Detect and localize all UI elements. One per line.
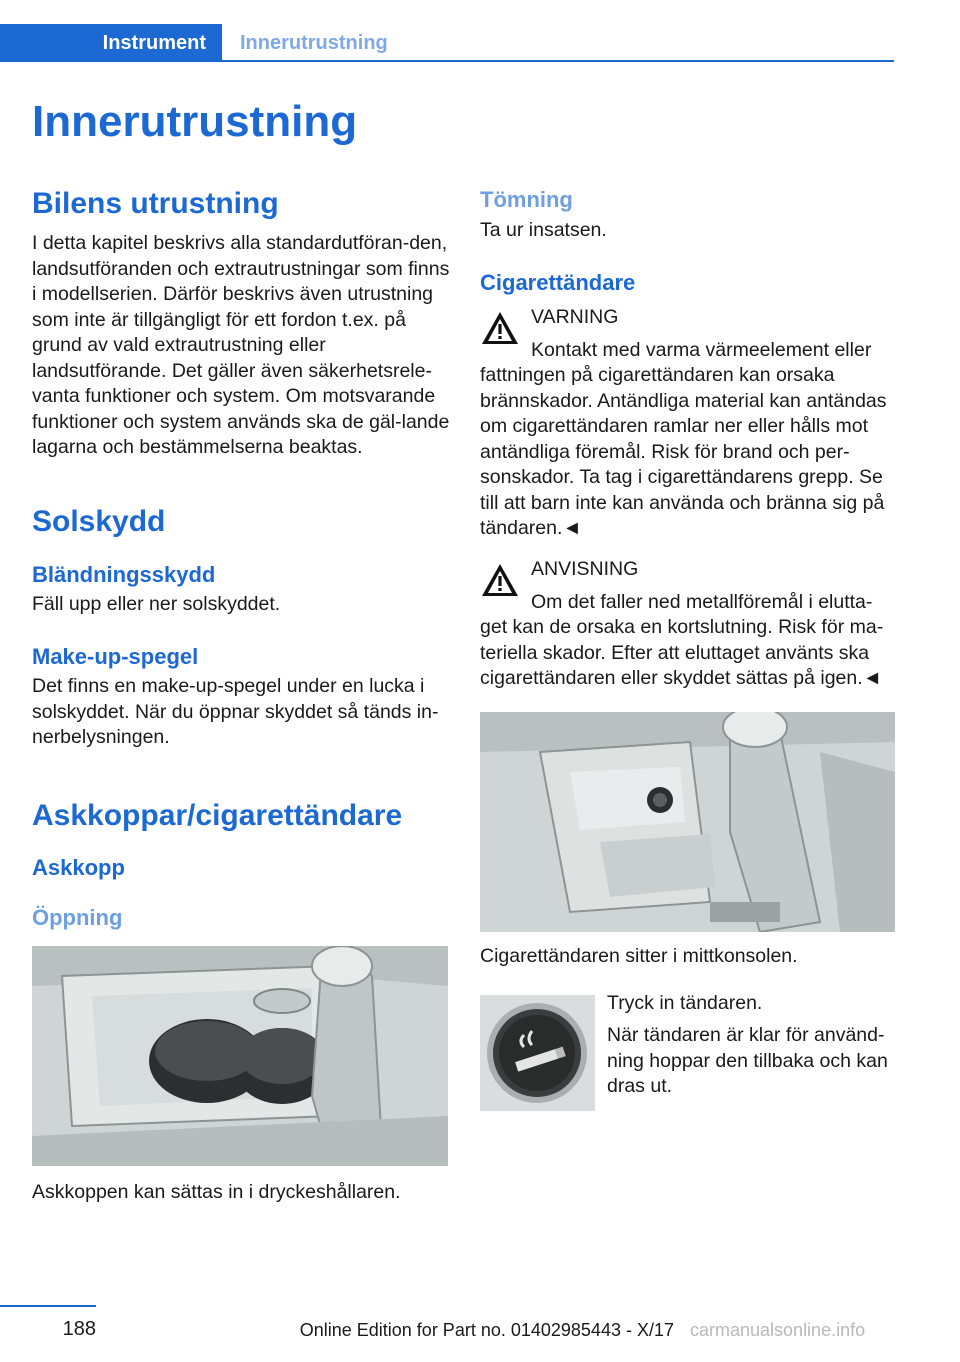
step-lighter-ready: När tändaren är klar för använd-ning hoppar den tillbaka och kan dras ut. [607, 1024, 888, 1097]
section-body-bilens-utrustning: I detta kapitel beskrivs alla standardutföran-den, landsutföranden och extrautrustningar som finns i modellserien. Därför beskrivs även utrustning som inte är tillgängligt för ett fordon t.ex. på grund av vald extrautrustning eller landsutförande. Det gäller även säkerhetsrele-vanta funktioner och system. Om motsvarande funktioner och system används ska de gäl-lande lagarna och bestämmelserna beaktas. [32, 232, 450, 458]
subsection-body-blandningsskydd: Fäll upp eller ner solskyddet. [32, 593, 281, 615]
subsection-title-tomning: Tömning [480, 187, 573, 212]
cigarette-icon [480, 995, 595, 1111]
tab-instrument[interactable]: Instrument [0, 24, 222, 62]
subsection-title-askkopp: Askkopp [32, 855, 125, 880]
section-title-bilens-utrustning: Bilens utrustning [32, 187, 279, 220]
subsection-body-make-up-spegel: Det finns en make-up-spegel under en lucka i solskyddet. När du öppnar skyddet så tänds in-nerbelysningen. [32, 675, 439, 748]
subsection-title-blandningsskydd: Bländningsskydd [32, 562, 216, 587]
warning-triangle-icon [480, 310, 520, 346]
watermark: carmanualsonline.info [690, 1320, 866, 1340]
footer-rule [0, 1305, 96, 1307]
subsection-body-tomning: Ta ur insatsen. [480, 219, 607, 241]
warning-body-first: Kontakt med varma värmeelement eller [531, 339, 872, 361]
tab-innerutrustning[interactable]: Innerutrustning [240, 31, 388, 54]
header-rule [222, 60, 894, 62]
notice-body: get kan de orsaka en kortslutning. Risk för ma-teriella skador. Efter att eluttaget använts ska cigarettändaren eller skyddet sättas på igen.◄ [480, 616, 884, 689]
caption-lighter: Cigarettändaren sitter i mittkonsolen. [480, 945, 798, 967]
notice-triangle-icon [480, 562, 520, 598]
cigarette-lighter-photo [480, 712, 895, 932]
page-title: Innerutrustning [32, 97, 358, 146]
section-title-solskydd: Solskydd [32, 505, 166, 538]
step-press-lighter: Tryck in tändaren. [607, 992, 763, 1014]
subsection-title-make-up-spegel: Make-up-spegel [32, 644, 199, 669]
caption-ashtray: Askkoppen kan sättas in i dryckeshållaren. [32, 1181, 401, 1203]
ashtray-photo [32, 946, 448, 1166]
lighter-button-photo [480, 995, 595, 1111]
warning-label: VARNING [531, 306, 619, 328]
edition-text: Online Edition for Part no. 01402985443 - X/17 [299, 1320, 674, 1340]
notice-label: ANVISNING [531, 558, 639, 580]
warning-body: fattningen på cigarettändaren kan orsaka brännskador. Antändliga material kan antändas om cigarettändaren ramlar ner eller hålls mot antändliga föremål. Risk för brand och per-sonskador. Ta tag i cigarettändarens grepp. Se till att barn inte kan använda och bränna sig på tändaren.◄ [480, 364, 887, 539]
subsection-title-cigarettandare: Cigarettändare [480, 270, 636, 295]
page-number: 188 [62, 1318, 96, 1340]
subsection-title-oppning: Öppning [32, 905, 123, 930]
section-title-askkoppar: Askkoppar/cigarettändare [32, 799, 403, 832]
notice-body-first: Om det faller ned metallföremål i elutta- [531, 591, 873, 613]
